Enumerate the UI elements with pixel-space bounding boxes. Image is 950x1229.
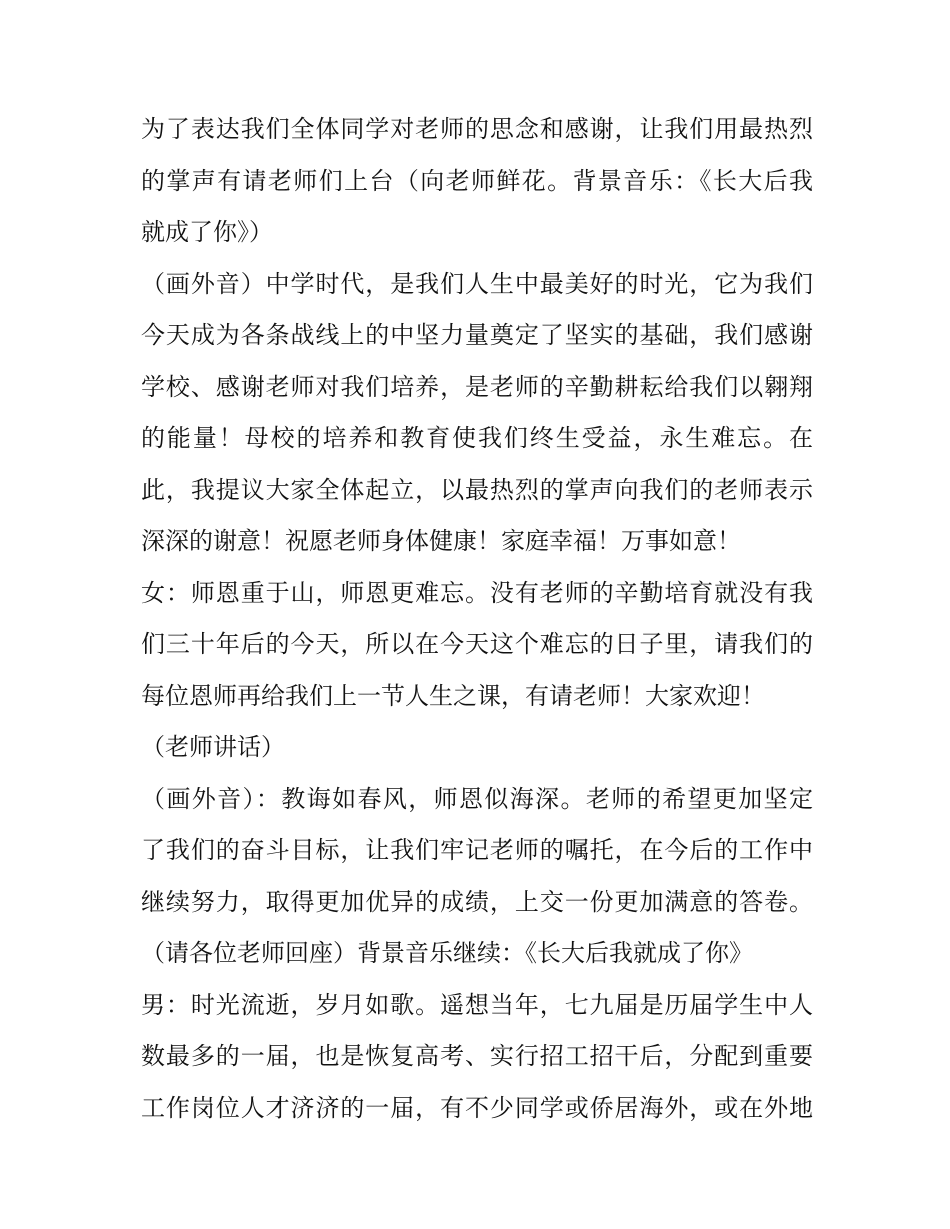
text-line: （画外音）中学时代，是我们人生中最美好的时光，它为我们	[141, 269, 813, 298]
text-line: 学校、感谢老师对我们培养，是老师的辛勤耕耘给我们以翱翔	[141, 372, 813, 401]
text-line: 继续努力，取得更加优异的成绩，上交一份更加满意的答卷。	[141, 887, 813, 916]
text-line: 的掌声有请老师们上台（向老师鲜花。背景音乐：《长大后我	[141, 166, 813, 195]
text-line: 工作岗位人才济济的一届，有不少同学或侨居海外，或在外地	[141, 1093, 813, 1122]
text-line: 此，我提议大家全体起立，以最热烈的掌声向我们的老师表示	[141, 475, 813, 504]
text-line: （老师讲话）	[141, 733, 285, 761]
text-line: 为了表达我们全体同学对老师的思念和感谢，让我们用最热烈	[141, 115, 813, 143]
text-line: 男：时光流逝，岁月如歌。遥想当年，七九届是历届学生中人	[141, 990, 813, 1019]
text-line: 了我们的奋斗目标，让我们牢记老师的嘱托，在今后的工作中	[141, 836, 813, 864]
body-text	[141, 104, 813, 1134]
text-line: 女：师恩重于山，师恩更难忘。没有老师的辛勤培育就没有我	[141, 578, 813, 607]
text-line: 就成了你》）	[141, 218, 273, 246]
text-line: 们三十年后的今天，所以在今天这个难忘的日子里，请我们的	[141, 630, 813, 658]
text-line: 数最多的一届，也是恢复高考、实行招工招干后，分配到重要	[141, 1042, 813, 1070]
text-line: 每位恩师再给我们上一节人生之课，有请老师！大家欢迎！	[141, 681, 765, 710]
text-line: 深深的谢意！祝愿老师身体健康！家庭幸福！万事如意！	[141, 527, 741, 555]
text-line: 今天成为各条战线上的中坚力量奠定了坚实的基础，我们感谢	[141, 321, 813, 349]
text-line: 的能量！母校的培养和教育使我们终生受益，永生难忘。在	[141, 424, 813, 452]
text-line: （请各位老师回座）背景音乐继续：《长大后我就成了你》	[141, 939, 753, 967]
text-line: （画外音）：教诲如春风，师恩似海深。老师的希望更加坚定	[141, 784, 813, 813]
